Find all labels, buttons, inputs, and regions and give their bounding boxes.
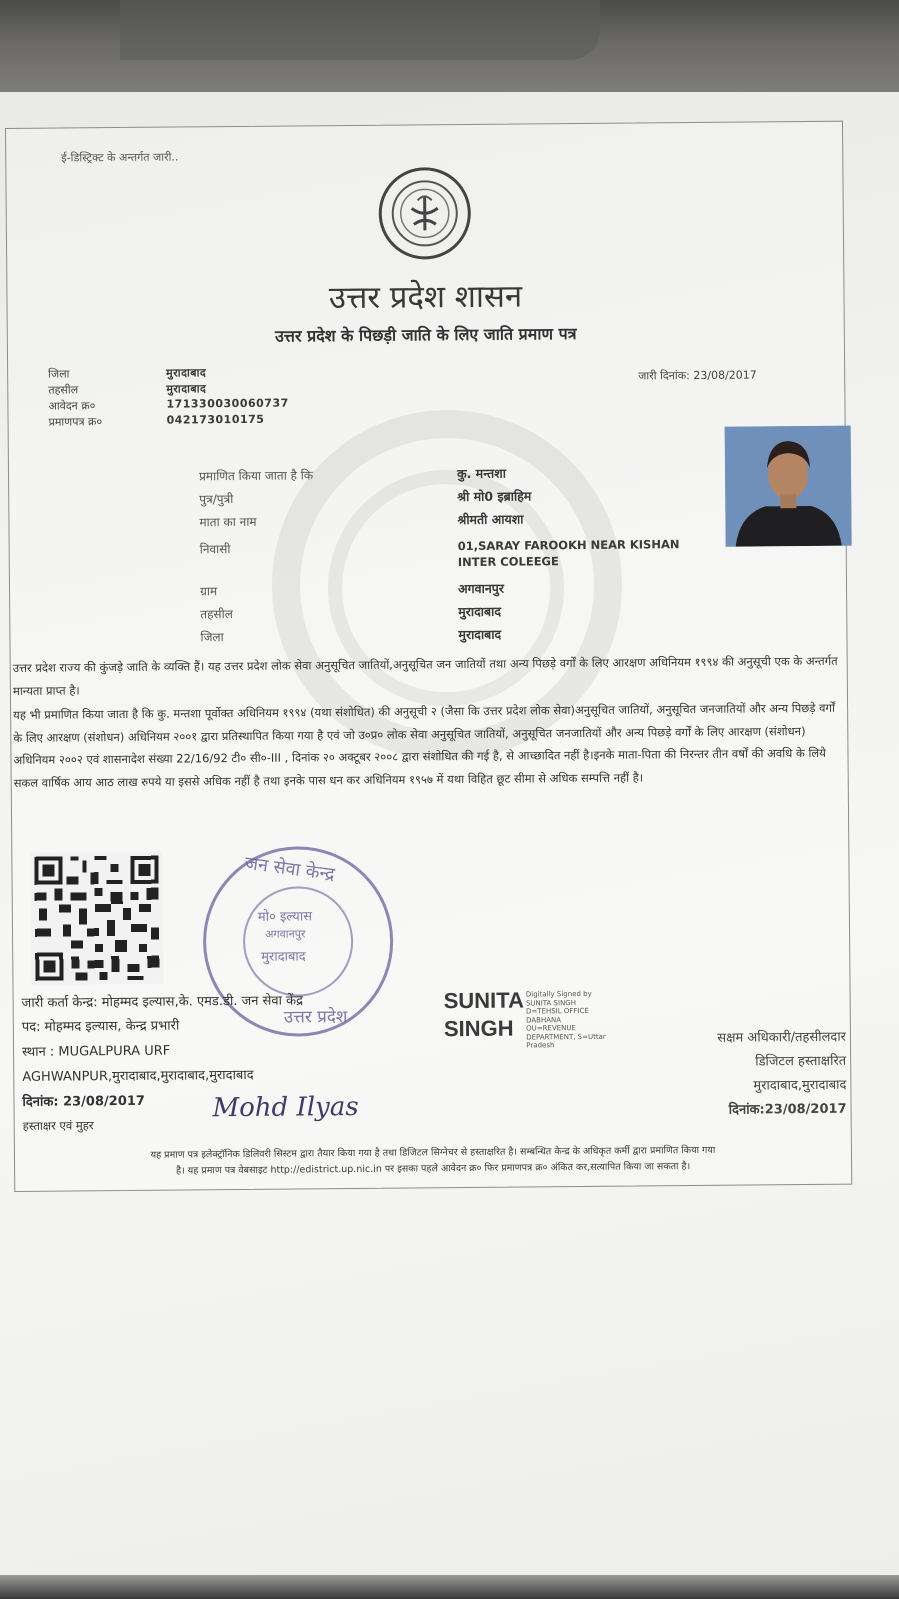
detail-value: कु. मन्तशा xyxy=(456,465,506,482)
signature-detail-line: SUNITA SINGH xyxy=(525,998,577,1007)
detail-label: प्रमाणित किया जाता है कि xyxy=(198,468,314,484)
detail-value: मुरादाबाद xyxy=(458,626,502,643)
issuer-center: जारी कर्ता केन्द्र: मोहम्मद इल्यास,के. एमड.डी. जन सेवा केंद्र xyxy=(21,993,304,1011)
stamp-top-text: जन सेवा केन्द्र xyxy=(243,852,336,886)
certificate xyxy=(5,121,852,1192)
state-emblem-icon xyxy=(378,167,471,260)
certificate-title: उत्तर प्रदेश के पिछड़ी जाति के लिए जाति प्रमाण पत्र xyxy=(275,324,577,346)
signature-detail-line: DABHANA xyxy=(526,1015,562,1024)
detail-label: निवासी xyxy=(199,542,231,557)
applicant-photo xyxy=(725,426,852,547)
meta-label: तहसील xyxy=(48,383,79,397)
signature-detail-line: Pradesh xyxy=(526,1041,555,1050)
detail-label: पुत्र/पुत्री xyxy=(199,492,234,507)
detail-label: जिला xyxy=(200,630,224,645)
handwritten-signature: Mohd Ilyas xyxy=(212,1091,359,1124)
signer-last-name: SINGH xyxy=(443,1015,514,1042)
detail-label: माता का नाम xyxy=(199,514,257,530)
signature-details xyxy=(526,990,627,1050)
signature-detail-line: Digitally Signed by xyxy=(525,989,592,999)
issuer-place: स्थान : MUGALPURA URF xyxy=(22,1043,171,1060)
meta-value: 042173010175 xyxy=(166,412,265,427)
meta-label: जिला xyxy=(48,367,70,381)
signature-detail-line: OU=REVENUE xyxy=(526,1024,576,1033)
authority-place: मुरादाबाद,मुरादाबाद xyxy=(753,1077,847,1094)
detail-value: 01,SARAY FAROOKH NEAR KISHAN INTER COLEEGE xyxy=(457,537,680,570)
issuer-post: पद: मोहम्मद इल्यास, केन्द्र प्रभारी xyxy=(21,1018,180,1035)
detail-label: ग्राम xyxy=(199,584,218,599)
detail-row xyxy=(200,624,720,652)
issuer-address: AGHWANPUR,मुरादाबाद,मुरादाबाद,मुरादाबाद xyxy=(22,1067,254,1085)
government-title: उत्तर प्रदेश शासन xyxy=(328,278,523,317)
signature-detail-line: DEPARTMENT, S=Uttar xyxy=(526,1032,606,1041)
meta-row xyxy=(49,413,289,431)
issuer-date: दिनांक: 23/08/2017 xyxy=(22,1093,145,1110)
meta-value: मुरादाबाद xyxy=(166,382,207,396)
digital-signature xyxy=(444,986,627,1051)
footer-note-2: है। यह प्रमाण पत्र वेबसाइट http://edistrict.up.nic.in पर इसका पहले आवेदन क्र० फिर प्रमाणपत्र क्र० अंकित कर,सत्यापित किया जा सकता है। xyxy=(175,1161,691,1177)
meta-label: प्रमाणपत्र क्र० xyxy=(48,415,103,429)
caste-statement: उत्तर प्रदेश राज्य की कुंजड़े जाति के व्यक्ति हैं। यह उत्तर प्रदेश लोक सेवा अनुसूचित जातियों,अनुसूचित जन जातियों तथा अन्य पिछड़े वर्गों के लिए आरक्षण अधिनियम १९९४ की अनुसूची एक के अन्तर्गत मान्यता प्राप्त है। xyxy=(12,653,838,698)
meta-label: आवेदन क्र० xyxy=(48,399,96,413)
signer-name xyxy=(444,987,525,1051)
digital-signature-block xyxy=(444,986,627,1051)
signer-first-name: SUNITA xyxy=(443,987,525,1014)
meta-block xyxy=(48,365,289,431)
competent-authority xyxy=(646,1027,847,1125)
stamp-text-1: मो० इल्यास xyxy=(257,909,313,925)
issue-date: जारी दिनांक: 23/08/2017 xyxy=(638,368,757,383)
issuer-sign-label: हस्ताक्षर एवं मुहर xyxy=(22,1118,94,1133)
detail-label: तहसील xyxy=(200,607,233,622)
top-note: ई-डिस्ट्रिक्ट के अन्तर्गत जारी.. xyxy=(61,150,179,165)
detail-value: श्री मो0 इब्राहिम xyxy=(457,488,532,505)
bottom-shadow xyxy=(0,1575,899,1599)
meta-value: मुरादाबाद xyxy=(166,366,207,380)
authority-date: दिनांक:23/08/2017 xyxy=(728,1101,847,1118)
stamp-text-2: अगवानपुर xyxy=(264,927,306,941)
qr-code xyxy=(30,852,163,985)
detail-value: श्रीमती आयशा xyxy=(457,511,524,528)
meta-value: 171330030060737 xyxy=(166,396,289,411)
authority-digital: डिजिटल हस्ताक्षरित xyxy=(755,1053,847,1070)
eligibility-statement: यह भी प्रमाणित किया जाता है कि कु. मन्तशा पूर्वोक्त अधिनियम १९९४ (यथा संशोधित) की अनुसूची २ (जैसा कि उत्तर प्रदेश लोक सेवा)अनुसूचित जातियों, अनुसूचित जनजातियों और अन्य पिछड़े वर्गों के लिए आरक्षण (संशोधन) अधिनियम २००१ द्वारा प्रतिस्थापित किया गया है एवं जो उ०प्र० लोक सेवा अनुसूचित जातियों, अनुसूचित जनजातियों और अन्य पिछड़े वर्गों के लिए आरक्षण (संशोधन) अधिनियम २००२ एवं शासनादेश संख्या 22/16/92 टी० सी०-III , दिनांक २० अक्टूबर २००८ द्वारा संशोधित की गई है, से आच्छादित नहीं है।इनके माता-पिता की निरन्तर तीन वर्षों की अवधि के लिये सकल वार्षिक आय आठ लाख रुपये या इससे अधिक नहीं है तथा इनके पास धन कर अधिनियम १९५७ में यथा विहित छूट सीमा से अधिक सम्पत्ति नहीं है। xyxy=(13,700,836,790)
signature-detail-line: D=TEHSIL OFFICE xyxy=(525,1006,589,1016)
detail-value: अगवानपुर xyxy=(457,580,505,597)
footer-note-1: यह प्रमाण पत्र इलेक्ट्रॉनिक डिलिवरी सिस्टम द्वारा तैयार किया गया है तथा डिजिटल सिग्नेचर से हस्ताक्षरित है। सम्बन्धित केन्द्र के अधिकृत कर्मी द्वारा प्रमाणित किया गया xyxy=(150,1144,716,1161)
details-block xyxy=(199,463,721,652)
stamp-text-3: मुरादाबाद xyxy=(261,949,306,965)
authority-title: सक्षम अधिकारी/तहसीलदार xyxy=(717,1029,847,1046)
background-fold xyxy=(120,0,600,60)
detail-row xyxy=(200,532,720,583)
detail-value: मुरादाबाद xyxy=(458,603,502,620)
stamp-bottom-text: उत्तर प्रदेश xyxy=(283,1007,348,1028)
